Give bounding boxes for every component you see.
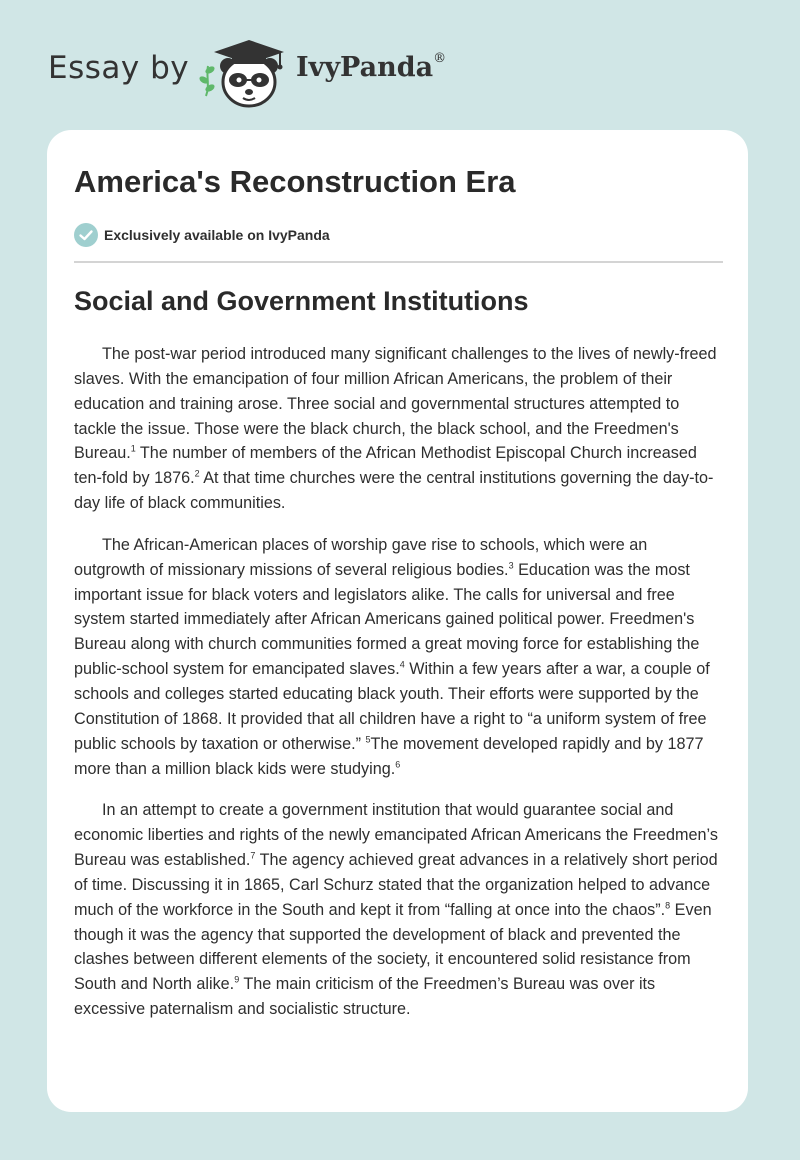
footnote-ref: 6	[395, 759, 401, 770]
panda-logo-icon	[198, 36, 296, 112]
essay-body	[74, 342, 722, 1039]
brand-prefix: Essay by	[48, 50, 190, 86]
footnote-ref: 4	[399, 659, 405, 670]
brand-header	[48, 36, 508, 112]
footnote-ref: 2	[194, 468, 200, 479]
footnote-ref: 9	[234, 974, 240, 985]
footnote-ref: 3	[508, 560, 514, 571]
footnote-ref: 1	[130, 443, 136, 454]
page-title: America's Reconstruction Era	[74, 164, 516, 199]
section-title: Social and Government Institutions	[74, 286, 529, 316]
check-circle-icon	[74, 223, 98, 247]
footnote-ref: 5	[365, 734, 371, 745]
paragraph: The post-war period introduced many significant challenges to the lives of newly-freed slaves. With the emancipation of four million African Americans, the problem of their education and training arose. Three social and governmental structures attempted to tackle the issue. Those were the black church, the black school, and the Freedmen's Bureau.$^1$ The number of members of the African Methodist Episcopal Church increased ten-fold by 1876.$^2$ At that time churches were the central institutions governing the day-to-day life of black communities.	[74, 345, 717, 513]
footnote-ref: 7	[250, 850, 256, 861]
divider	[74, 261, 723, 263]
brand-name: IvyPanda®	[296, 51, 447, 83]
footnote-ref: 8	[665, 900, 671, 911]
paragraph: In an attempt to create a government institution that would guarantee social and economic liberties and rights of the newly emancipated African Americans the Freedmen’s Bureau was established.$^7$ The agency achieved great advances in a relatively short period of time. Discussing it in 1865, Carl Schurz stated that the organization helped to advance much of the workforce in the South and kept it from “falling at once into the chaos”.$^8$ Even though it was the agency that supported the development of black and prevented the clashes between different elements of the society, it encountered solid resistance from South and North alike.$^9$ The main criticism of the Freedmen’s Bureau was over its excessive paternalism and socialistic structure.	[74, 801, 718, 1019]
badge-label: Exclusively available on IvyPanda	[104, 227, 330, 243]
exclusive-badge	[74, 222, 330, 248]
essay-card	[47, 130, 748, 1112]
paragraph: The African-American places of worship gave rise to schools, which were an outgrowth of missionary missions of several religious bodies.$^3$ Education was the most important issue for black voters and legislators alike. The calls for universal and free system started immediately after African Americans gained political power. Freedmen's Bureau along with church communities formed a great moving force for establishing the public-school system for emancipated slaves.$^4$ Within a few years after a war, a couple of schools and colleges started educating black youth. Their efforts were supported by the Constitution of 1868. It provided that all children have a right to “a uniform system of free public schools by taxation or otherwise.” $^5$The movement developed rapidly and by 1877 more than a million black kids were studying.$^6$	[74, 535, 710, 778]
